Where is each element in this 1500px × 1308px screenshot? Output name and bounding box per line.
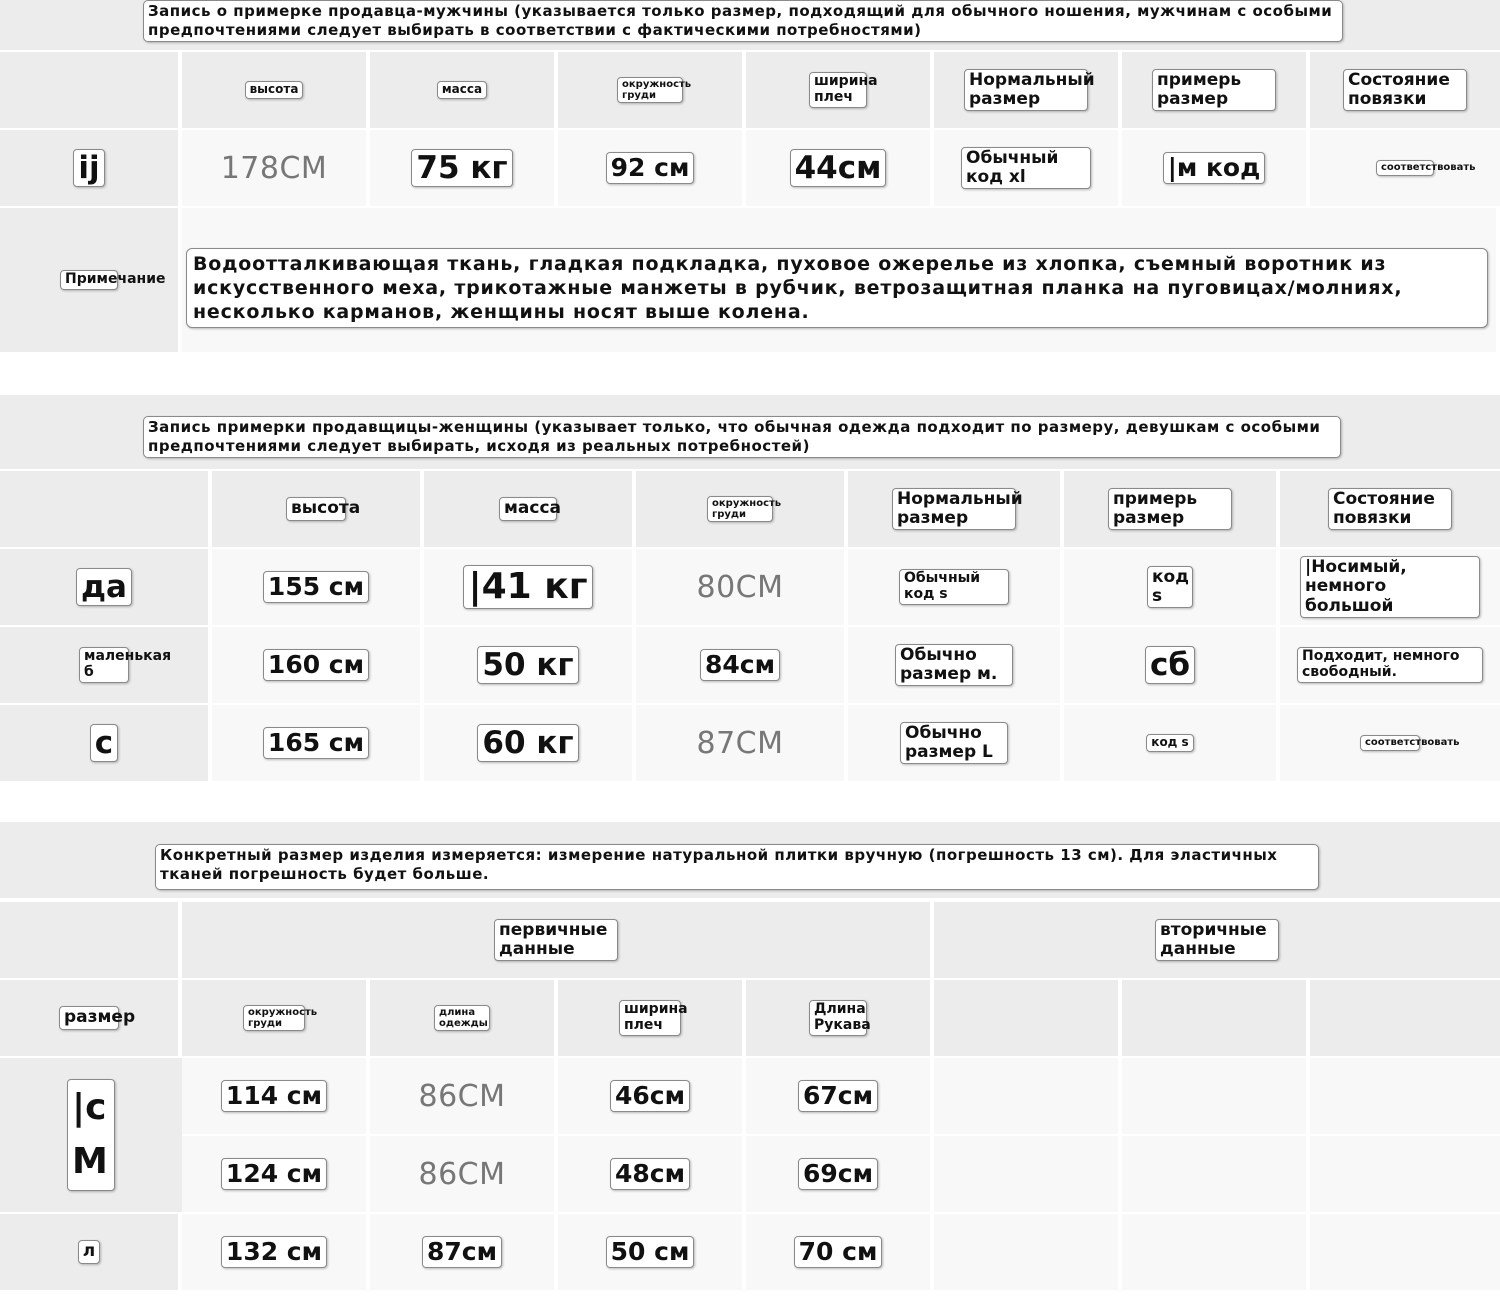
product-sleeve-value: 69см xyxy=(798,1158,878,1190)
product-header-chest: окружность груди xyxy=(243,1005,305,1031)
product-title: Конкретный размер изделия измеряется: измерение натуральной плитки вручную (погрешность 13 см). Для эластичных тканей погрешность будет больше. xyxy=(155,844,1319,890)
women-row-label: да xyxy=(76,568,132,607)
product-header-length: длина одежды xyxy=(434,1005,490,1031)
women-chest-value: 80CM xyxy=(696,569,784,605)
product-size-header: размер xyxy=(59,1006,119,1029)
women-weight-value: 60 кг xyxy=(477,724,578,763)
men-shoulder-value: 44см xyxy=(790,149,887,188)
men-title: Запись о примерке продавца-мужчины (указывается только размер, подходящий для обычного ношения, мужчинам с особыми предпочтениями следует выбирать в соответствии с фактическими потребностями) xyxy=(143,0,1343,42)
women-title-band xyxy=(0,395,1500,469)
women-header-height: высота xyxy=(286,497,346,520)
product-length-value: 87см xyxy=(422,1236,502,1268)
product-header-shoulder: ширина плеч xyxy=(619,1000,681,1035)
product-last-size-label: л xyxy=(78,1240,100,1263)
men-note-text: Водоотталкивающая ткань, гладкая подкладка, пуховое ожерелье из хлопка, съемный воротник из искусственного меха, трикотажные манжеты в рубчик, ветрозащитная планка на пуговицах/молниях, несколько карманов, женщины носят выше колена. xyxy=(186,248,1488,328)
product-chest-value: 114 см xyxy=(221,1080,327,1112)
women-try-size-value: код s xyxy=(1147,566,1193,608)
women-try-size-value: код s xyxy=(1146,734,1193,751)
product-chest-value: 132 см xyxy=(221,1236,327,1268)
women-data-row-3 xyxy=(0,705,1500,781)
product-primary-label: первичные данные xyxy=(494,919,618,961)
product-sleeve-value: 70 см xyxy=(794,1236,883,1268)
product-secondary-label: вторичные данные xyxy=(1155,919,1279,961)
men-title-band xyxy=(0,0,1500,50)
women-fitting-section xyxy=(0,395,1500,785)
product-sleeve-value: 67см xyxy=(798,1080,878,1112)
women-header-state: Состояние повязки xyxy=(1328,488,1452,530)
product-merged-size-cell xyxy=(0,1058,182,1212)
product-length-value: 86CM xyxy=(418,1078,506,1114)
product-length-value: 86CM xyxy=(418,1156,506,1192)
men-weight-value: 75 кг xyxy=(411,149,512,188)
men-header-state: Состояние повязки xyxy=(1343,69,1467,111)
men-fitting-section xyxy=(0,0,1500,360)
men-state-value: соответствовать xyxy=(1376,160,1434,175)
men-height-value: 178CM xyxy=(220,150,328,186)
women-try-size-value: сб xyxy=(1145,646,1195,685)
women-data-row-2 xyxy=(0,627,1500,703)
men-header-chest: окружность груди xyxy=(617,77,683,103)
women-header-normal-size: Нормальный размер xyxy=(892,488,1016,530)
men-header-weight: масса xyxy=(437,81,487,98)
women-title: Запись примерки продавщицы-женщины (указывает только, что обычная одежда подходит по размеру, девушкам с особыми предпочтениями следует выбирать, исходя из реальных потребностей) xyxy=(143,416,1341,458)
women-weight-value: 50 кг xyxy=(477,646,578,685)
product-merged-size-label: |с М xyxy=(67,1079,115,1191)
women-header-weight: масса xyxy=(499,497,557,520)
men-header-height: высота xyxy=(245,81,304,98)
women-height-value: 160 см xyxy=(263,649,369,681)
women-state-value: Подходит, немного свободный. xyxy=(1297,647,1483,682)
men-note-row xyxy=(0,208,1500,352)
product-header-sleeve: Длина Рукава xyxy=(809,1000,867,1035)
women-row-label: с xyxy=(90,724,118,763)
women-height-value: 155 см xyxy=(263,571,369,603)
women-normal-size-value: Обычно размер L xyxy=(900,722,1008,764)
women-data-row-1 xyxy=(0,549,1500,625)
men-header-normal-size: Нормальный размер xyxy=(964,69,1088,111)
product-shoulder-value: 48см xyxy=(610,1158,690,1190)
product-title-band xyxy=(0,822,1500,898)
men-header-try-size: примерь размер xyxy=(1152,69,1276,111)
men-normal-size-value: Обычный код xl xyxy=(961,147,1091,189)
women-header-corner xyxy=(0,471,212,547)
men-header-corner xyxy=(0,52,182,128)
women-normal-size-value: Обычный код s xyxy=(899,569,1009,604)
men-chest-value: 92 см xyxy=(606,152,695,184)
product-shoulder-value: 46см xyxy=(610,1080,690,1112)
women-header-row xyxy=(0,471,1500,547)
product-group-corner xyxy=(0,902,182,978)
product-data-row-2 xyxy=(182,1136,1500,1212)
product-chest-value: 124 см xyxy=(221,1158,327,1190)
men-header-row xyxy=(0,52,1500,128)
product-data-row-1 xyxy=(182,1058,1500,1134)
product-group-header-row xyxy=(0,902,1500,978)
women-header-try-size: примерь размер xyxy=(1108,488,1232,530)
women-weight-value: |41 кг xyxy=(463,565,592,609)
product-data-row-3 xyxy=(0,1214,1500,1290)
men-data-row xyxy=(0,130,1500,206)
women-chest-value: 84см xyxy=(700,649,780,681)
women-normal-size-value: Обычно размер м. xyxy=(895,644,1013,686)
women-row-label: маленькая б xyxy=(79,647,129,682)
product-shoulder-value: 50 см xyxy=(606,1236,695,1268)
women-state-value: соответствовать xyxy=(1360,735,1420,750)
women-state-value: |Носимый, немного большой xyxy=(1300,556,1480,617)
men-row-label: ij xyxy=(73,149,104,188)
women-height-value: 165 см xyxy=(263,727,369,759)
men-try-size-value: |м код xyxy=(1163,152,1266,184)
men-header-shoulder: ширина плеч xyxy=(809,72,867,107)
women-chest-value: 87CM xyxy=(696,725,784,761)
product-size-section xyxy=(0,822,1500,1308)
product-header-row xyxy=(0,980,1500,1056)
men-note-label: Примечание xyxy=(60,270,118,290)
women-header-chest: окружность груди xyxy=(707,496,773,522)
